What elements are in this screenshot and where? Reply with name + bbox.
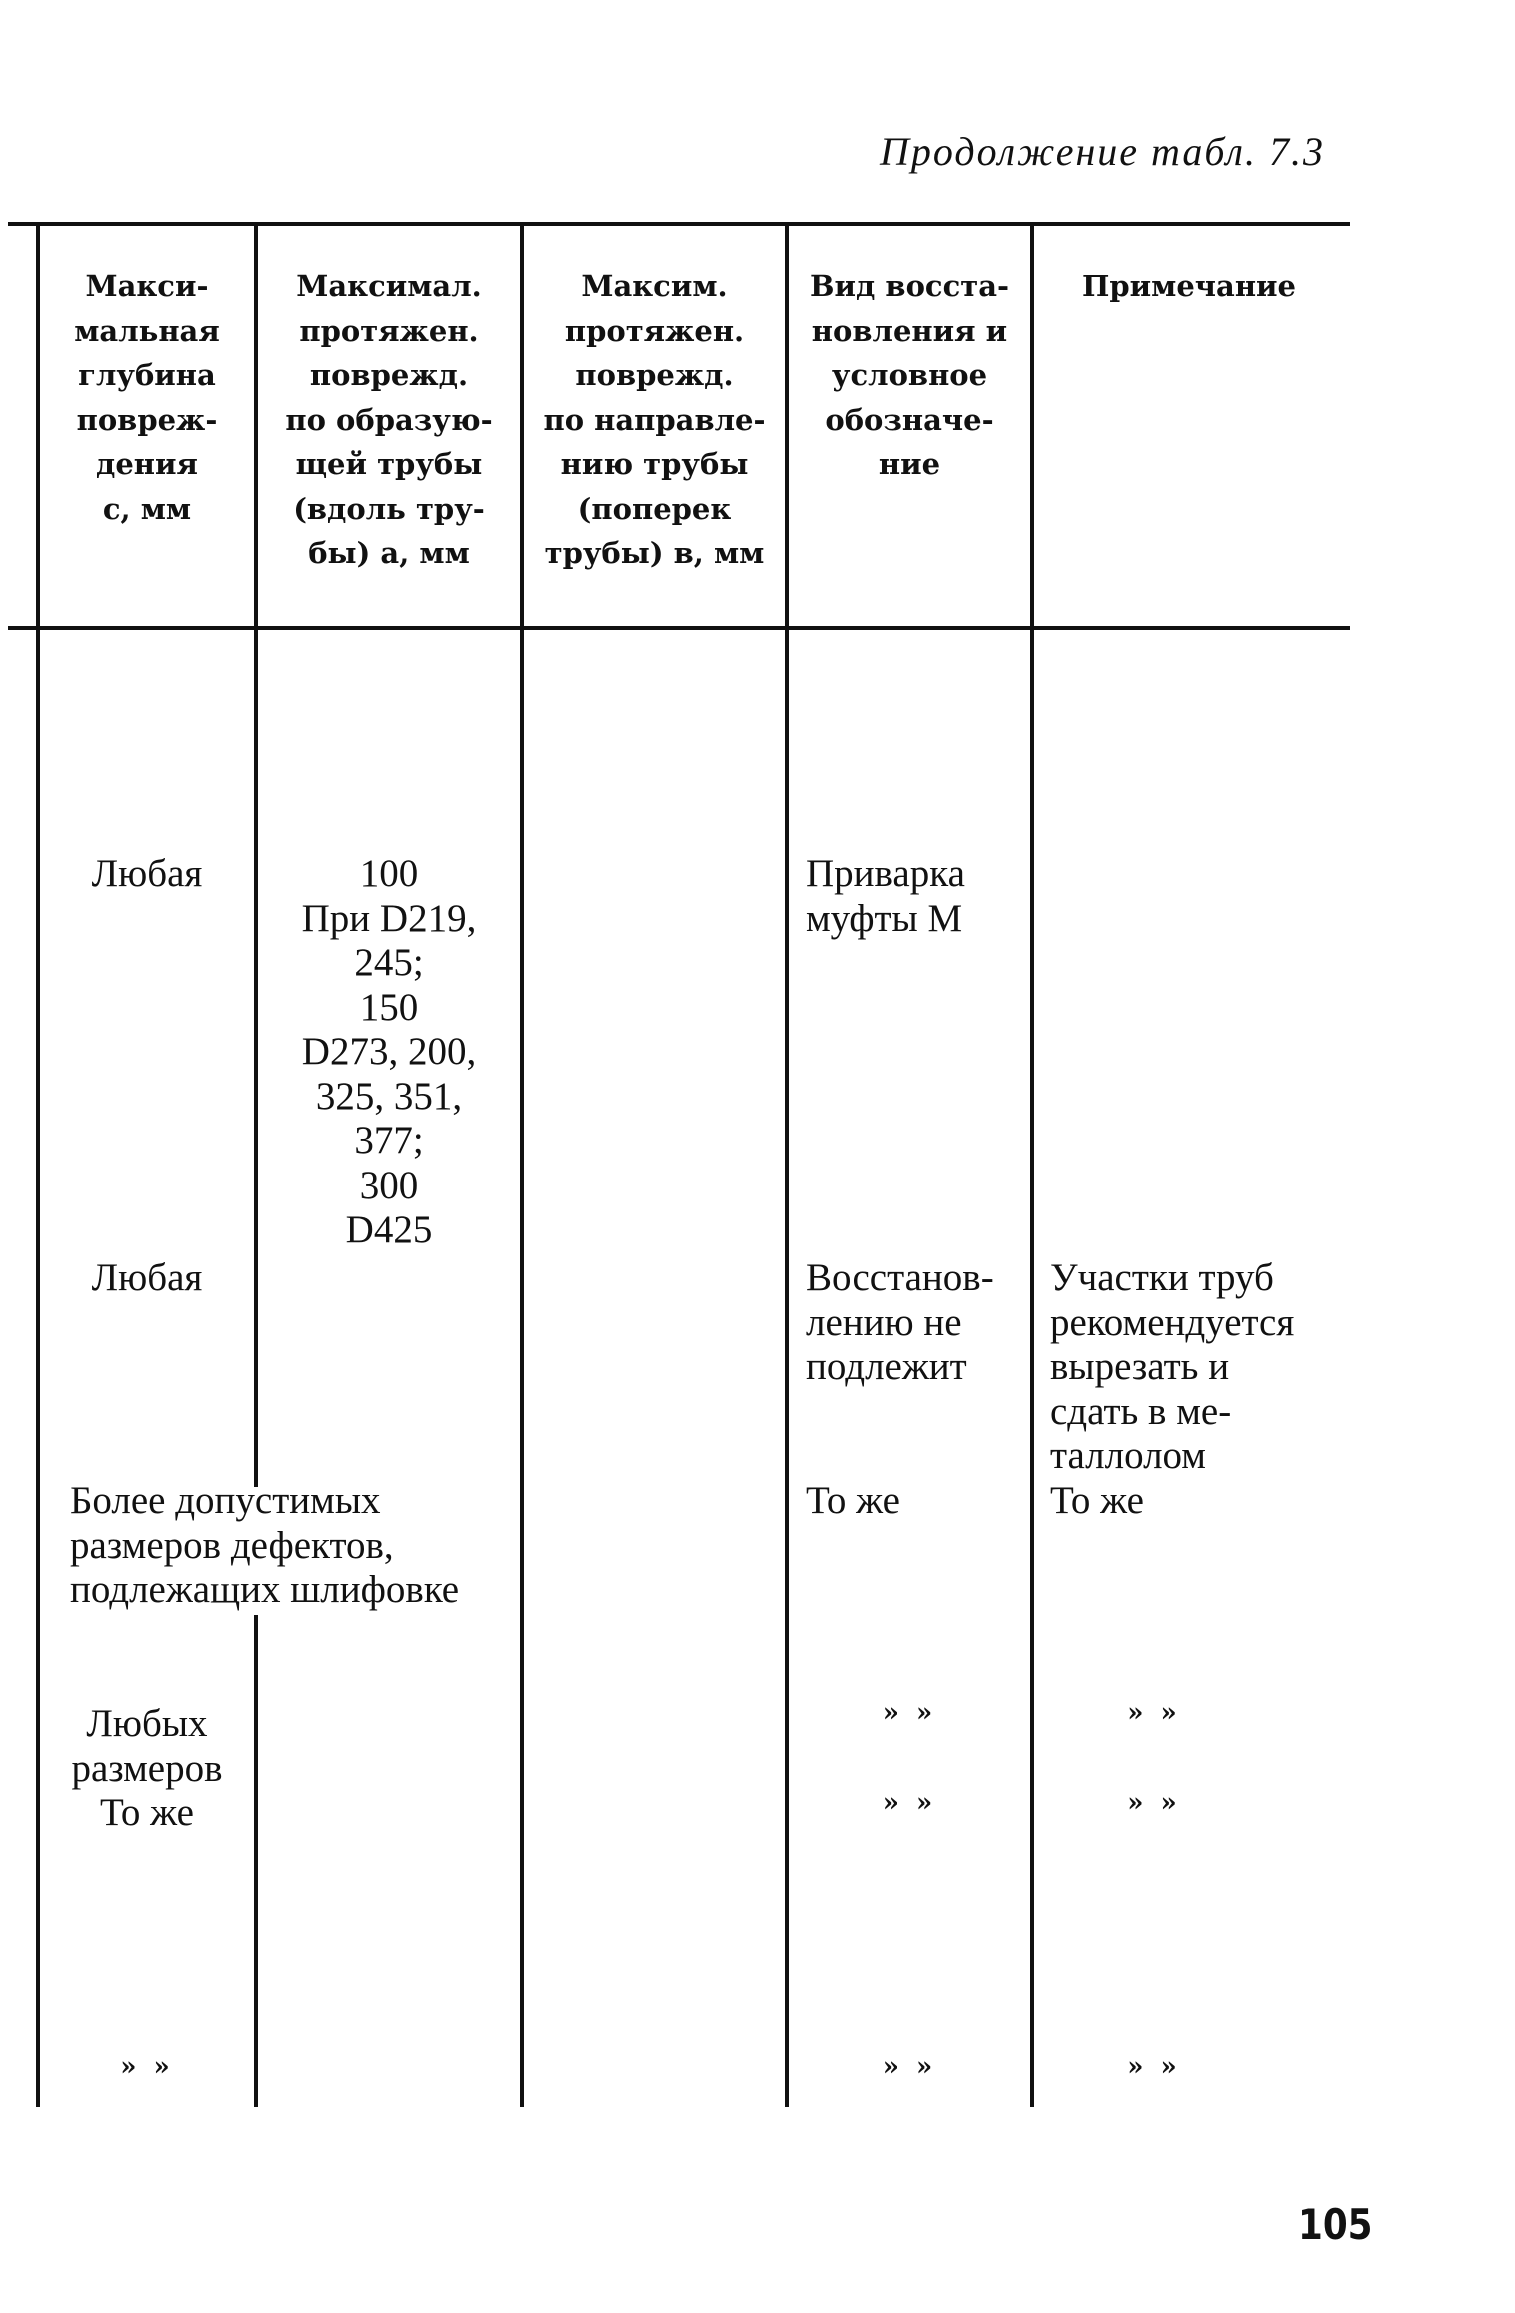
header-restoration-line: Вид восста- — [809, 269, 1010, 303]
row5-restoration-ditto — [789, 1788, 1030, 1818]
row1-restoration — [806, 852, 1030, 941]
ditto-mark: » » — [882, 2052, 937, 2082]
header-length-line: поврежд. — [309, 358, 469, 392]
header-restoration — [789, 264, 1030, 487]
header-across-line: поврежд. — [575, 358, 734, 392]
cell-line: Восстанов- — [806, 1256, 994, 1299]
row1-length — [258, 852, 520, 1253]
row2-note — [1050, 1256, 1350, 1479]
header-bottom-rule — [8, 626, 1350, 630]
cell-line: 300 — [359, 1163, 419, 1207]
cell-line: 245; — [354, 941, 424, 984]
cell-line: Более допустимых — [70, 1479, 381, 1522]
cell-line: 377; — [354, 1119, 424, 1162]
cell-line: D273, 200, — [301, 1030, 477, 1073]
row4-depth — [40, 1702, 254, 1791]
header-length-line: по образую- — [285, 402, 493, 437]
header-length-line: Максимал. — [296, 269, 482, 303]
header-restoration-line: ние — [878, 447, 941, 481]
header-depth-line: дения — [96, 447, 198, 481]
cell-line: муфты М — [806, 896, 963, 940]
ditto-mark: » » — [1127, 1698, 1181, 1728]
row6-depth-ditto — [40, 2052, 254, 2082]
ditto-mark: » » — [1127, 2052, 1181, 2082]
row4-note-ditto — [1034, 1698, 1274, 1728]
header-depth-line: повреж- — [76, 402, 218, 437]
cell-line: вырезать и — [1050, 1345, 1230, 1388]
header-across-line: протяжен. — [564, 313, 745, 348]
ditto-mark: » » — [1127, 1788, 1181, 1818]
header-length-line: (вдоль тру- — [293, 491, 485, 526]
column-rule-1-lower — [254, 1615, 258, 2107]
header-note-line: Примечание — [1081, 269, 1297, 303]
page-number: 105 — [1298, 2200, 1373, 2249]
cell-line: 100 — [359, 852, 419, 895]
cell-line: таллолом — [1050, 1434, 1206, 1477]
cell-line: Участки труб — [1050, 1256, 1274, 1299]
column-rule-4 — [1030, 222, 1034, 2107]
row6-note-ditto — [1034, 2052, 1274, 2082]
row3-merged-condition — [70, 1479, 520, 1613]
cell-line: При D219, — [301, 896, 477, 940]
cell-line: лению не — [806, 1300, 962, 1344]
cell-line: Любая — [91, 852, 203, 895]
row4-restoration-ditto — [789, 1698, 1030, 1728]
header-depth — [40, 264, 254, 531]
row5-note-ditto — [1034, 1788, 1274, 1818]
table-caption: Продолжение табл. 7.3 — [879, 129, 1325, 174]
header-across-line: нию трубы — [560, 447, 749, 481]
header-restoration-line: обозначе- — [825, 402, 994, 437]
row1-depth — [40, 852, 254, 897]
ditto-mark: » » — [882, 1698, 937, 1728]
cell-line: подлежит — [806, 1345, 967, 1388]
ditto-mark: » » — [882, 1788, 937, 1818]
cell-line: D425 — [345, 1208, 433, 1251]
row6-restoration-ditto — [789, 2052, 1030, 2082]
header-across-line: (поперек — [577, 491, 732, 526]
header-length-line: бы) а, мм — [308, 536, 470, 570]
cell-line: Любая — [91, 1256, 203, 1299]
cell-line: подлежащих шлифовке — [70, 1568, 460, 1611]
cell-line: размеров дефектов, — [70, 1523, 394, 1567]
row2-restoration — [806, 1256, 1030, 1390]
header-across-line: по направле- — [543, 402, 766, 437]
cell-line: 150 — [359, 985, 419, 1029]
header-depth-line: глубина — [78, 358, 216, 392]
cell-line: размеров — [71, 1746, 223, 1790]
cell-line: рекомендуется — [1050, 1300, 1295, 1344]
header-depth-line: мальная — [74, 313, 220, 348]
header-length-along — [258, 264, 520, 576]
header-depth-line: с, мм — [102, 491, 192, 526]
row5-depth — [40, 1791, 254, 1836]
cell-line: 325, 351, — [315, 1074, 463, 1118]
cell-line: То же — [100, 1791, 194, 1834]
header-across-line: Максим. — [581, 269, 728, 303]
header-depth-line: Макси- — [85, 269, 209, 303]
cell-line: То же — [806, 1479, 900, 1522]
header-length-line: протяжен. — [299, 313, 479, 348]
cell-line: сдать в ме- — [1050, 1389, 1232, 1433]
cell-line: Любых — [86, 1702, 208, 1745]
header-length-line: щей трубы — [295, 447, 483, 481]
header-note — [1034, 264, 1344, 309]
header-across-line: трубы) в, мм — [544, 536, 765, 570]
column-rule-3 — [785, 222, 789, 2107]
header-restoration-line: условное — [831, 358, 988, 392]
cell-line: Приварка — [806, 852, 965, 895]
cell-line: То же — [1050, 1479, 1144, 1522]
header-length-across — [524, 264, 785, 576]
row3-restoration — [806, 1479, 1030, 1524]
header-restoration-line: новления и — [811, 313, 1008, 348]
row2-depth — [40, 1256, 254, 1301]
row3-note — [1050, 1479, 1350, 1524]
table-top-rule — [8, 222, 1350, 226]
ditto-mark: » » — [120, 2052, 174, 2082]
